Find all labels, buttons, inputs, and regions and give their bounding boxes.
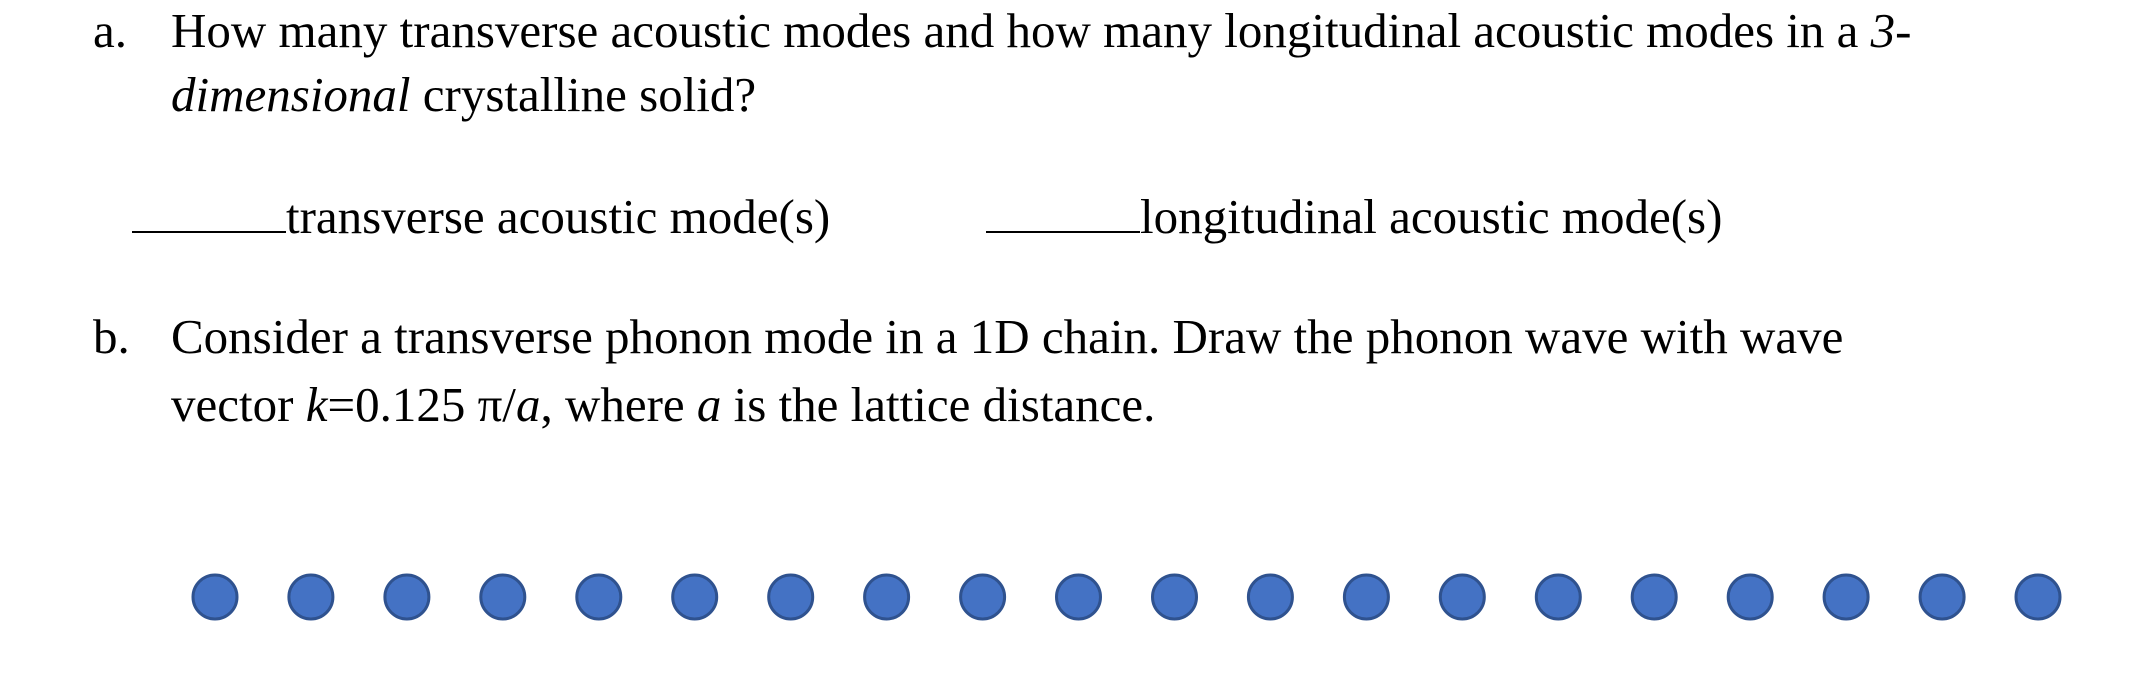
atom <box>2016 575 2060 619</box>
question-b-text-pre: vector <box>171 377 306 432</box>
atom <box>1824 575 1868 619</box>
question-a-italic-2: dimensional <box>171 67 411 122</box>
atom <box>1632 575 1676 619</box>
question-b-text-post: is the lattice distance. <box>721 377 1156 432</box>
question-a-text-2: crystalline solid? <box>410 67 757 122</box>
transverse-answer-label: transverse acoustic mode(s) <box>286 189 831 244</box>
atom <box>1057 575 1101 619</box>
atom <box>1248 575 1292 619</box>
atom <box>1153 575 1197 619</box>
atom <box>769 575 813 619</box>
atom <box>673 575 717 619</box>
question-a-label: a. <box>93 3 127 58</box>
question-b-a2: a <box>696 377 722 432</box>
question-b-text-mid: =0.125 π/ <box>327 377 516 432</box>
atom <box>1440 575 1484 619</box>
question-b-text-where: , where <box>540 377 697 432</box>
atom <box>193 575 237 619</box>
question-a-text-1: How many transverse acoustic modes and how many longitudinal acoustic modes in a <box>171 3 1871 58</box>
question-a-italic-1: 3- <box>1870 3 1912 58</box>
atom <box>1920 575 1964 619</box>
longitudinal-answer-label: longitudinal acoustic mode(s) <box>1140 189 1723 244</box>
atom <box>961 575 1005 619</box>
atom <box>1344 575 1388 619</box>
question-b-line1: Consider a transverse phonon mode in a 1D chain. Draw the phonon wave with wave <box>171 309 1844 364</box>
question-b-label: b. <box>93 309 130 364</box>
atom <box>385 575 429 619</box>
atom <box>865 575 909 619</box>
atom <box>1536 575 1580 619</box>
atom <box>481 575 525 619</box>
atom <box>1728 575 1772 619</box>
atom <box>577 575 621 619</box>
question-b-a1: a <box>515 377 541 432</box>
atom <box>289 575 333 619</box>
question-b-k: k <box>305 377 328 432</box>
